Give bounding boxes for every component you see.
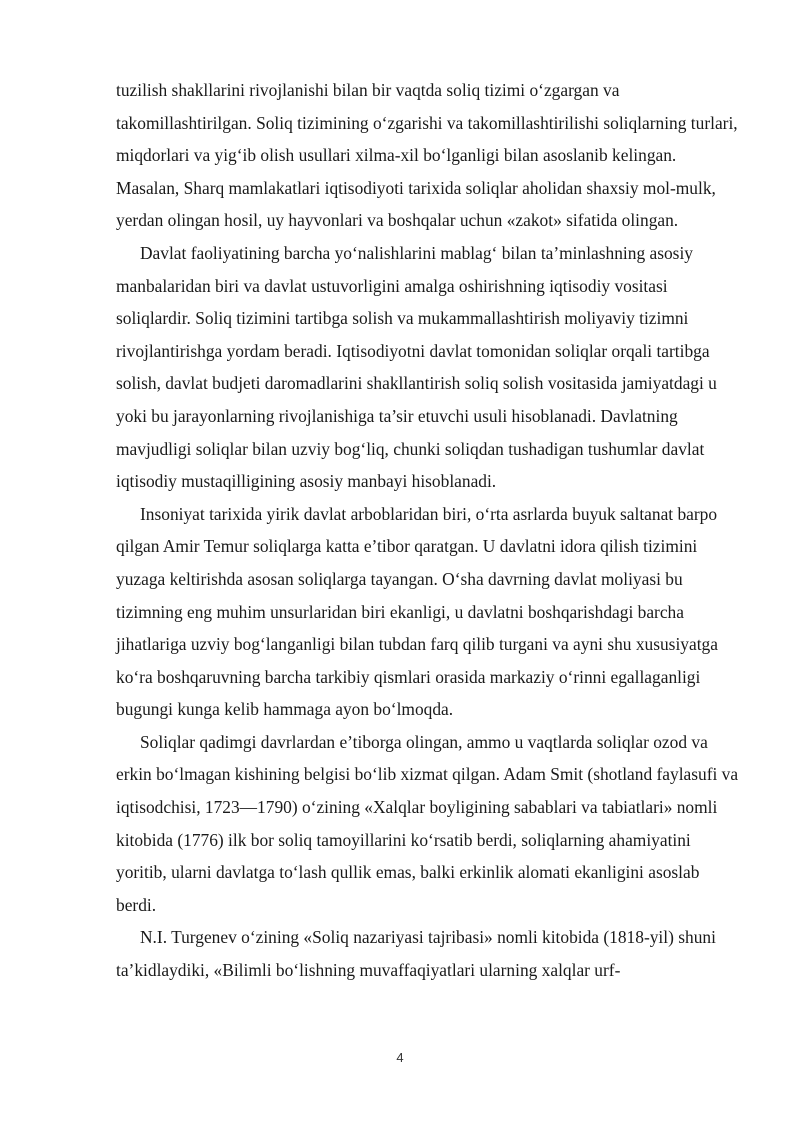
paragraph-3: Insoniyat tarixida yirik davlat arboblaridan biri, o‘rta asrlarda buyuk saltanat barpo qilgan Amir Temur soliqlarga katta e’tibor qaratgan. U davlatni idora qilish tizimini yuzaga keltirishda asosan soliqlarga tayangan. O‘sha davrning davlat moliyasi bu tizimning eng muhim unsurlaridan biri ekanligi, u davlatni boshqarishdagi barcha jihatlariga uzviy bog‘langanligi bilan tubdan farq qilib turgani va ayni shu xususiyatga ko‘ra boshqaruvning barcha tarkibiy qismlari orasida markaziy o‘rinni egallaganligi bugungi kunga kelib hammaga ayon bo‘lmoqda. [116,503,718,720]
paragraph-4: Soliqlar qadimgi davrlardan e’tiborga olingan, ammo u vaqtlarda soliqlar ozod va erkin bo‘lmagan kishining belgisi bo‘lib xizmat qilgan. Adam Smit (shotland faylasufi va iqtisodchisi, 1723—1790) o‘zining «Xalqlar boyligining sabablari va tabiatlari» nomli kitobida (1776) ilk bor soliq tamoyillarini ko‘rsatib berdi, soliqlarning ahamiyatini yoritib, ularni davlatga to‘lash qullik emas, balki erkinlik alomati ekanligini asoslab berdi. [116,731,739,915]
page-number: 4 [396,1050,404,1065]
paragraph-2: Davlat faoliyatining barcha yo‘nalishlarini mablag‘ bilan ta’minlashning asosiy manbalaridan biri va davlat ustuvorligini amalga oshirishning iqtisodiy vositasi soliqlardir. Soliq tizimini tartibga solish va mukammallashtirish moliyaviy tizimni rivojlantirishga yordam beradi. Iqtisodiyotni davlat tomonidan soliqlar orqali tartibga solish, davlat budjeti daromadlarini shakllantirish soliq solish vositasida jamiyatdagi u yoki bu jarayonlarning rivojlanishiga ta’sir etuvchi usuli hisoblanadi. Davlatning mavjudligi soliqlar bilan uzviy bog‘liq, chunki soliqdan tushadigan tushumlar davlat iqtisodiy mustaqilligining asosiy manbayi hisoblanadi. [116,242,717,492]
paragraph-1: tuzilish shakllarini rivojlanishi bilan bir vaqtda soliq tizimi o‘zgargan va takomillashtirilgan. Soliq tizimining o‘zgarishi va takomillashtirilishi soliqlarning turlari, miqdorlari va yig‘ib olish usullari xilma-xil bo‘lganligi bilan asoslanib kelingan. Masalan, Sharq mamlakatlari iqtisodiyoti tarixida soliqlar aholidan shaxsiy mol-mulk, yerdan olingan hosil, uy hayvonlari va boshqalar uchun «zakot» sifatida olingan. [116,80,738,231]
paragraph-5: N.I. Turgenev o‘zining «Soliq nazariyasi tajribasi» nomli kitobida (1818-yil) shuni ta’kidlaydiki, «Bilimli bo‘lishning muvaffaqiyatlari ularning xalqlar urf- [116,927,716,981]
body-text [116,74,740,987]
